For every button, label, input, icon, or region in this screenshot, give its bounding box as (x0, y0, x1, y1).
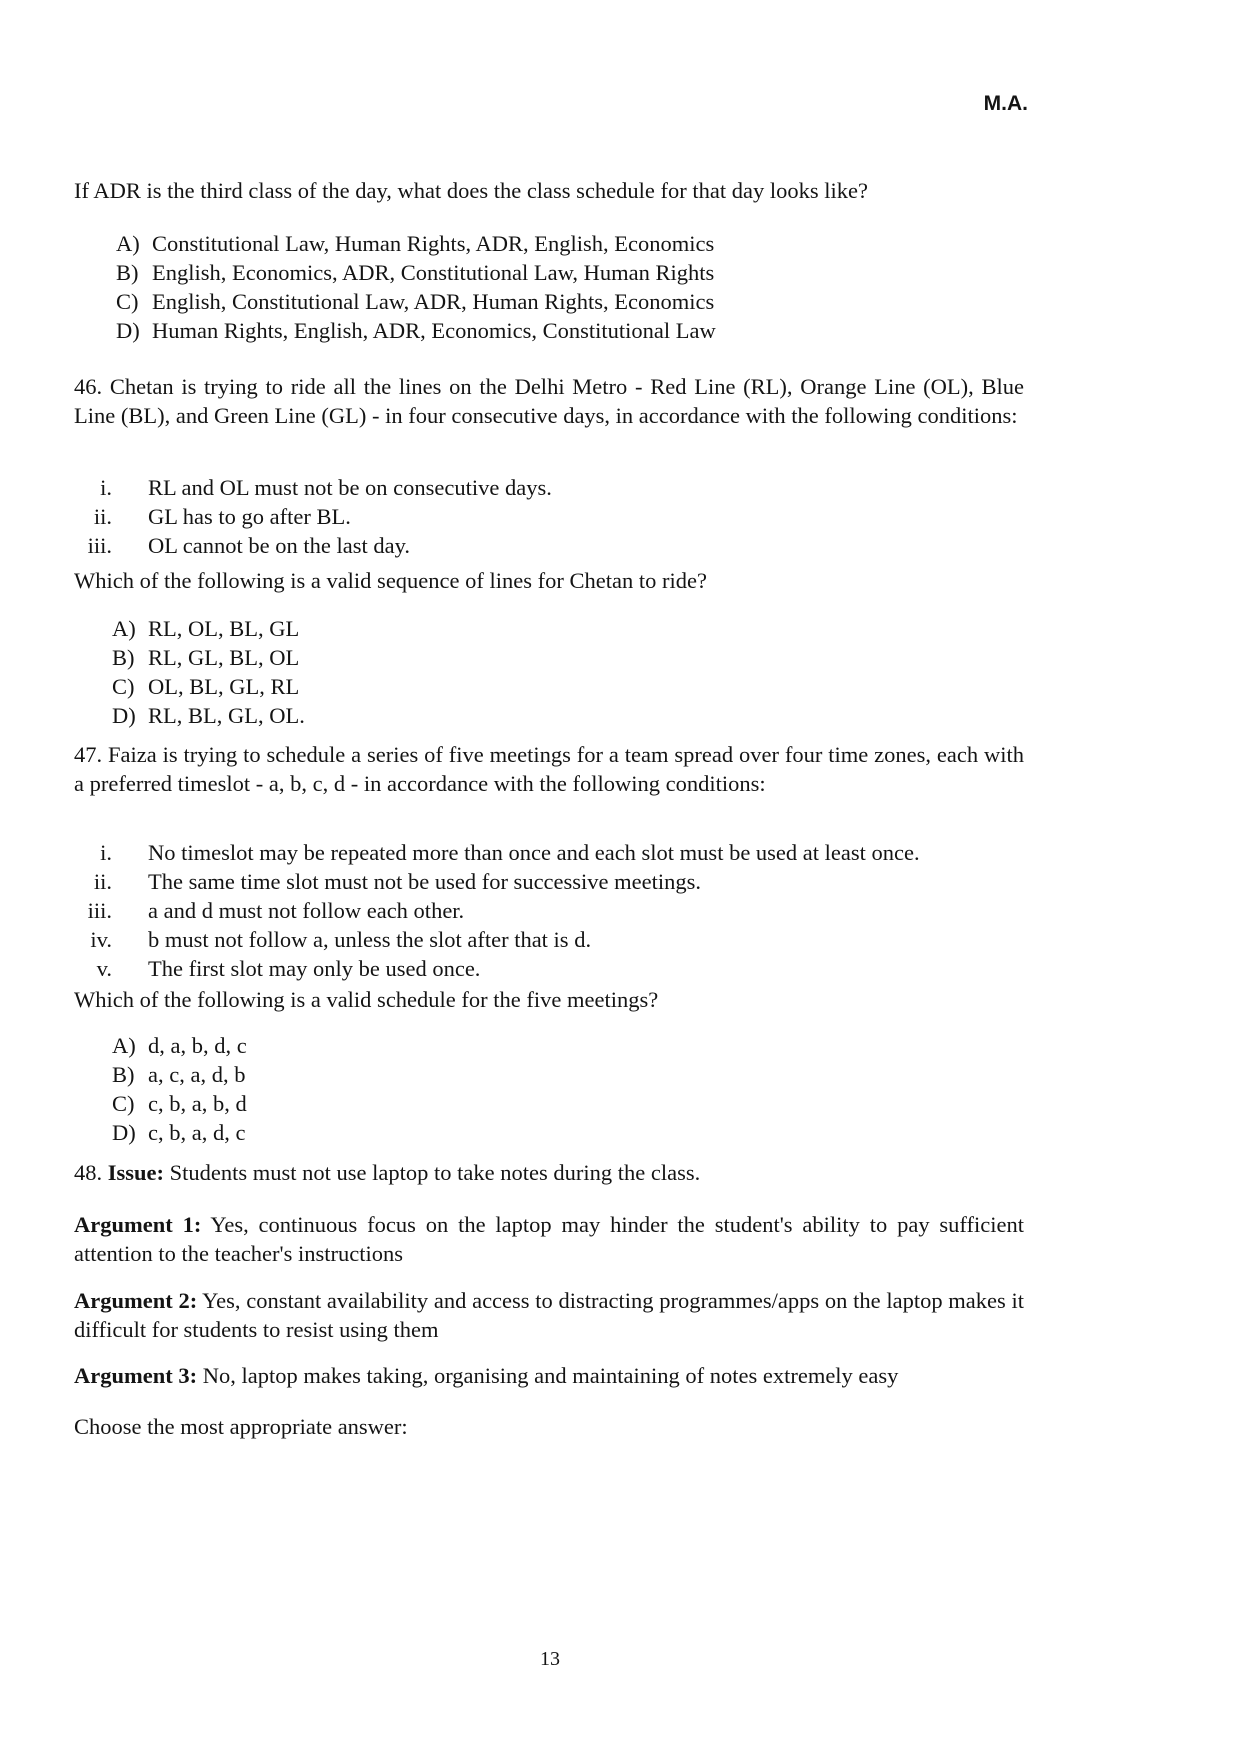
argument-text: No, laptop makes taking, organising and maintaining of notes extremely easy (202, 1363, 899, 1388)
condition-number: ii. (93, 869, 112, 894)
page-header: M.A. (983, 92, 1028, 115)
option (116, 287, 716, 316)
q46-intro: 46. Chetan is trying to ride all the lines on the Delhi Metro - Red Line (RL), Orange Line (OL), Blue Line (BL), and Green Line (GL) - in four consecutive days, in accordance with the following conditions: (74, 374, 1024, 428)
option (112, 1089, 247, 1118)
argument-label: Argument 2: (74, 1288, 198, 1313)
condition-number: iv. (90, 927, 112, 952)
condition-number: i. (100, 475, 112, 500)
condition-text: OL cannot be on the last day. (148, 533, 411, 558)
condition-text: No timeslot may be repeated more than once and each slot must be used at least once. (148, 840, 920, 865)
condition-number: ii. (93, 504, 112, 529)
condition-text: RL and OL must not be on consecutive days. (148, 475, 552, 500)
option-text: RL, BL, GL, OL. (148, 703, 305, 728)
issue-label: Issue: (107, 1160, 165, 1185)
option (112, 643, 305, 672)
question-number: 48. (74, 1160, 103, 1185)
condition-text: a and d must not follow each other. (148, 898, 465, 923)
option (116, 258, 716, 287)
option (112, 1060, 247, 1089)
argument-1 (74, 1210, 1024, 1268)
condition-text: GL has to go after BL. (148, 504, 351, 529)
q46-question: Which of the following is a valid sequence of lines for Chetan to ride? (74, 568, 707, 593)
condition-text: The first slot may only be used once. (148, 956, 481, 981)
option (112, 701, 305, 730)
q45-options (116, 229, 716, 345)
q47-intro: 47. Faiza is trying to schedule a series of five meetings for a team spread over four time zones, each with a preferred timeslot - a, b, c, d - in accordance with the following conditions: (74, 742, 1024, 796)
answer-prompt: Choose the most appropriate answer: (74, 1414, 408, 1439)
argument-label: Argument 3: (74, 1363, 198, 1388)
argument-label: Argument 1: (74, 1212, 202, 1237)
condition-text: The same time slot must not be used for successive meetings. (148, 869, 702, 894)
condition-number: i. (100, 840, 112, 865)
option-text: a, c, a, d, b (148, 1062, 246, 1087)
option-text: c, b, a, d, c (148, 1120, 246, 1145)
option-text: Human Rights, English, ADR, Economics, Constitutional Law (152, 318, 716, 343)
issue-text: Students must not use laptop to take notes during the class. (169, 1160, 701, 1185)
option-letter: C) (116, 289, 139, 314)
condition-number: iii. (87, 533, 112, 558)
option-letter: C) (112, 1091, 135, 1116)
option-letter: D) (112, 703, 136, 728)
page-number: 13 (540, 1648, 560, 1670)
argument-3 (74, 1361, 1024, 1390)
q47-question: Which of the following is a valid schedule for the five meetings? (74, 987, 659, 1012)
option (112, 672, 305, 701)
argument-text: Yes, continuous focus on the laptop may hinder the student's ability to pay sufficient attention to the teacher's instructions (74, 1212, 1024, 1266)
option-letter: B) (112, 645, 135, 670)
condition-text: b must not follow a, unless the slot after that is d. (148, 927, 592, 952)
option-letter: B) (116, 260, 139, 285)
q47-options (112, 1031, 247, 1147)
option (112, 614, 305, 643)
option-letter: A) (112, 1033, 136, 1058)
option-letter: D) (116, 318, 140, 343)
option-letter: C) (112, 674, 135, 699)
option-text: c, b, a, b, d (148, 1091, 247, 1116)
option-text: OL, BL, GL, RL (148, 674, 300, 699)
option-letter: B) (112, 1062, 135, 1087)
q48-issue (74, 1158, 1024, 1187)
option-text: d, a, b, d, c (148, 1033, 247, 1058)
option-text: English, Constitutional Law, ADR, Human Rights, Economics (152, 289, 715, 314)
q46-options (112, 614, 305, 730)
option-text: Constitutional Law, Human Rights, ADR, English, Economics (152, 231, 715, 256)
option (112, 1031, 247, 1060)
option (112, 1118, 247, 1147)
q45-stem: If ADR is the third class of the day, what does the class schedule for that day looks like? (74, 178, 868, 203)
option-letter: A) (116, 231, 140, 256)
option-letter: A) (112, 616, 136, 641)
condition-number: v. (96, 956, 112, 981)
option (116, 316, 716, 345)
argument-2 (74, 1286, 1024, 1344)
option-text: RL, GL, BL, OL (148, 645, 300, 670)
option (116, 229, 716, 258)
option-text: RL, OL, BL, GL (148, 616, 300, 641)
argument-text: Yes, constant availability and access to distracting programmes/apps on the laptop makes it difficult for students to resist using them (74, 1288, 1025, 1342)
option-letter: D) (112, 1120, 136, 1145)
condition-number: iii. (87, 898, 112, 923)
option-text: English, Economics, ADR, Constitutional Law, Human Rights (152, 260, 715, 285)
